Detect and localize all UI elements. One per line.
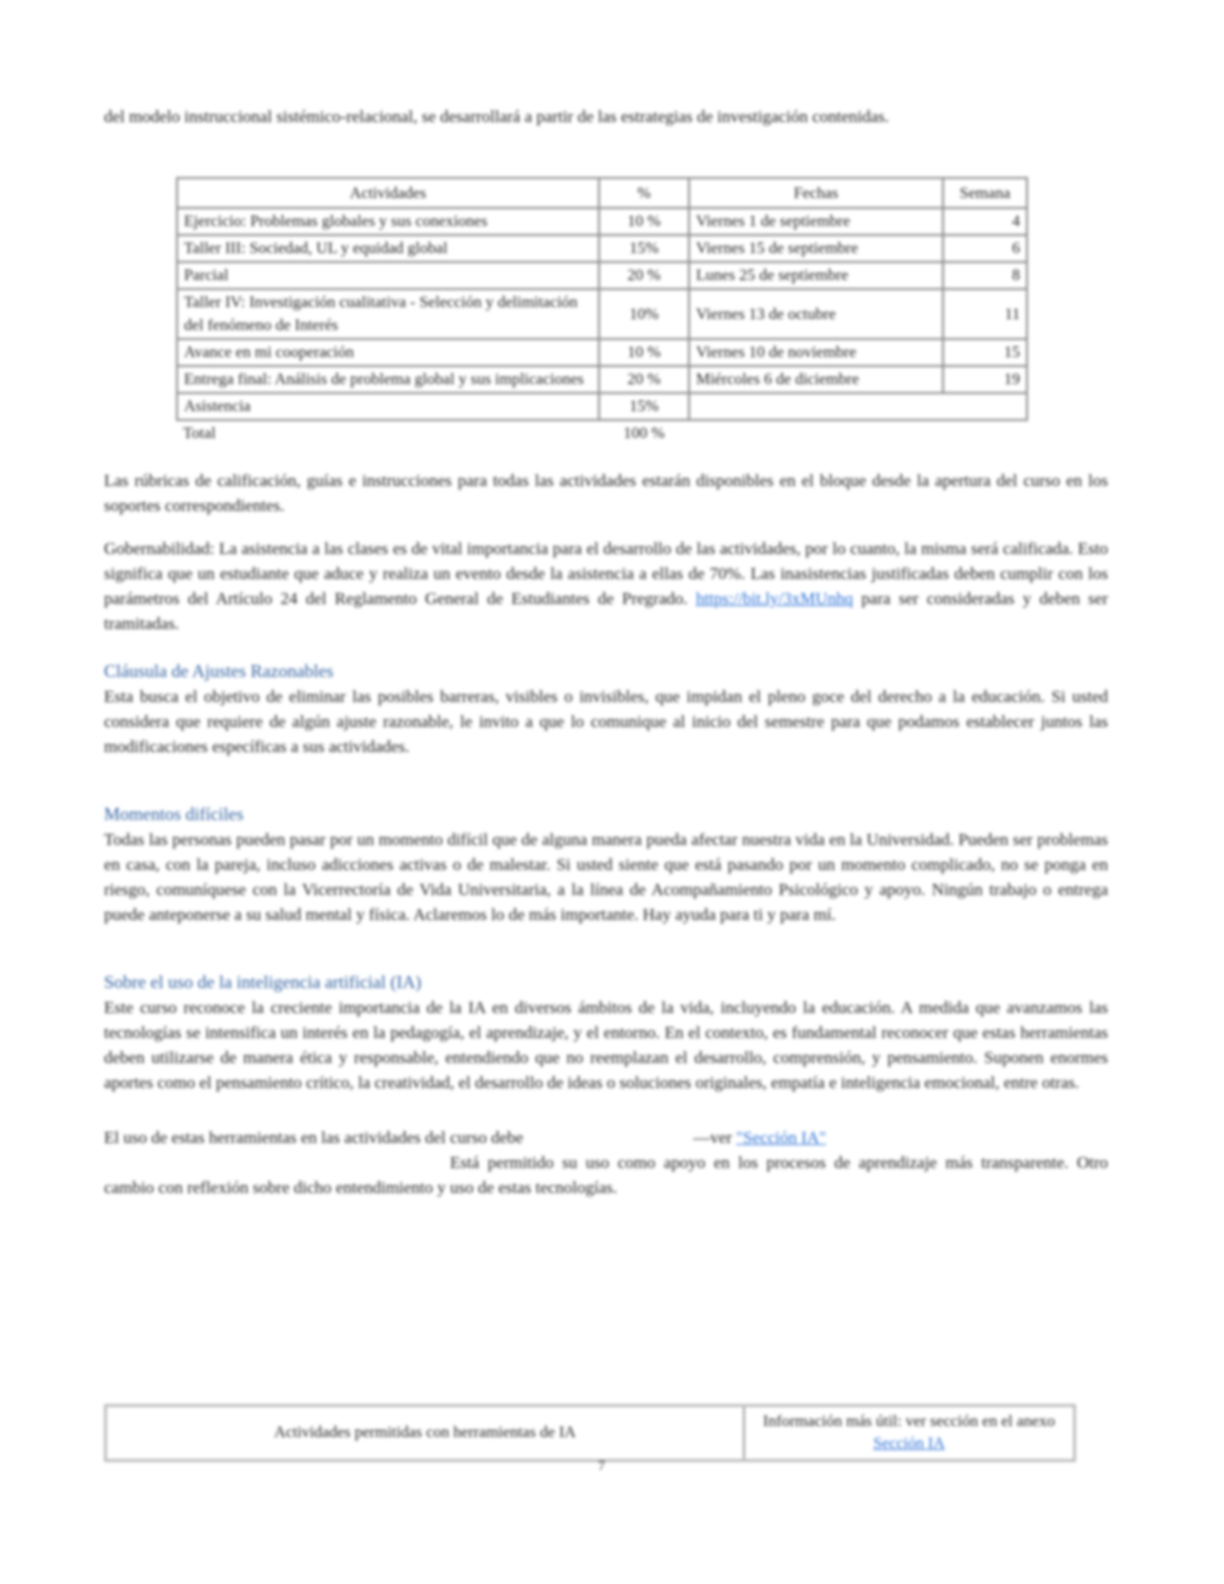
percent-cell: 20 % (599, 366, 689, 393)
heading-reasonable-adjustments: Cláusula de Ajustes Razonables (104, 661, 334, 681)
percent-cell: 10 % (599, 339, 689, 366)
activity-cell: Entrega final: Análisis de problema global y sus implicaciones (177, 366, 599, 393)
percent-cell: 20 % (599, 262, 689, 289)
activities-table (176, 177, 1028, 446)
ai-paragraph: Este curso reconoce la creciente importancia de la IA en diversos ámbitos de la vida, incluyendo la educación. A medida que avanzamos las tecnologías se intensifica un interés en la pedagogía, el aprendizaje, y el entorno. En el contexto, es fundamental reconocer que estas herramientas deben utilizarse de manera ética y responsable, entendiendo que no reemplazan el desarrollo, comprensión, y pensamiento. Suponen enormes aportes como el pensamiento crítico, la creatividad, el desarrollo de ideas o soluciones originales, empatía e inteligencia emocional, entre otras. (104, 998, 1108, 1092)
heading-ai-use: Sobre el uso de la inteligencia artificial (IA) (104, 972, 422, 992)
date-cell: Miércoles 6 de diciembre (689, 366, 943, 393)
header-week: Semana (943, 178, 1027, 208)
activity-cell: Taller III: Sociedad, UL y equidad global (177, 235, 599, 262)
week-cell: 4 (943, 208, 1027, 235)
adjustments-paragraph: Esta busca el objetivo de eliminar las posibles barreras, visibles o invisibles, que impidan el pleno goce del derecho a la educación. Si usted considera que requiere de algún ajuste razonable, le invito a que lo comunique al inicio del semestre para que podamos establecer juntos las modificaciones específicas a sus actividades. (104, 687, 1108, 756)
header-percent: % (599, 178, 689, 208)
total-value: 100 % (623, 425, 665, 442)
ai-activities-table (104, 1404, 1076, 1462)
date-cell: Viernes 1 de septiembre (689, 208, 943, 235)
date-cell: Viernes 10 de noviembre (689, 339, 943, 366)
date-cell: Viernes 13 de octubre (689, 289, 943, 339)
rubrics-paragraph: Las rúbricas de calificación, guías e instrucciones para todas las actividades estarán disponibles en el bloque desde la apertura del curso en los soportes correspondientes. (104, 471, 1108, 515)
header-dates: Fechas (689, 178, 943, 208)
week-cell: 19 (943, 366, 1027, 393)
ai-usage-start: El uso de estas herramientas en las actividades del curso debe (104, 1128, 524, 1147)
table-row (177, 393, 1027, 420)
attendance-paragraph (104, 536, 1108, 636)
activity-cell: Asistencia (177, 393, 599, 420)
activity-cell: Avance en mi cooperación (177, 339, 599, 366)
table-row (177, 235, 1027, 262)
ai-info-text: Información más útil: ver sección en el anexo (763, 1413, 1055, 1430)
ai-section-link[interactable]: "Sección IA" (736, 1128, 827, 1147)
table-row (177, 366, 1027, 393)
regulation-link[interactable]: https://bit.ly/3xMUnhq (695, 589, 854, 608)
table-header-row (177, 178, 1027, 208)
percent-cell: 10 % (599, 208, 689, 235)
ai-activities-label: Actividades permitidas con herramientas de IA (106, 1406, 745, 1461)
attendance-text: Gobernabilidad: La asistencia a las clases es de vital importancia para el desarrollo de las actividades, por lo cuanto, la misma será calificada. Esto significa que un estudiante que aduce y realiza un evento desde la asistencia a ellas de 70%. Las inasistencias justificadas deben cumplir con los parámetros del Artículo 24 del Reglamento General de Estudiantes de Pregrado. (104, 539, 1108, 608)
page-number: 7 (598, 1459, 605, 1474)
activity-cell: Taller IV: Investigación cualitativa - Selección y delimitación del fenómeno de Interés (177, 289, 599, 339)
difficult-moments-paragraph: Todas las personas pueden pasar por un momento difícil que de alguna manera pueda afectar nuestra vida en la Universidad. Pueden ser problemas en casa, con la pareja, incluso adicciones activas o de malestar. Si usted siente que está pasando por un momento complicado, no se ponga en riesgo, comuníquese con la Vicerrectoría de Vida Universitaria, a la línea de Acompañamiento Psicológico y apoyo. Ningún trabajo o entrega puede anteponerse a su salud mental y física. Aclaremos lo de más importante. Hay ayuda para ti y para mí. (104, 830, 1108, 924)
ai-usage-continuation: Está permitido su uso como apoyo en los procesos de aprendizaje más transparente. Otro cambio con reflexión sobre dicho entendimiento y uso de estas tecnologías. (104, 1153, 1108, 1197)
percent-cell: 15% (599, 235, 689, 262)
heading-difficult-moments: Momentos difíciles (104, 804, 244, 824)
week-cell: 6 (943, 235, 1027, 262)
week-cell: 8 (943, 262, 1027, 289)
activity-cell: Ejercicio: Problemas globales y sus conexiones (177, 208, 599, 235)
header-activities: Actividades (177, 178, 599, 208)
table-row (177, 339, 1027, 366)
percent-cell: 10% (599, 289, 689, 339)
ai-info-link[interactable]: Sección IA (873, 1435, 945, 1452)
activity-cell: Parcial (177, 262, 599, 289)
percent-cell: 15% (599, 393, 689, 420)
date-cell (689, 393, 1027, 420)
date-cell: Lunes 25 de septiembre (689, 262, 943, 289)
attendance-text-end: para ser consideradas y deben ser tramitadas. (104, 589, 1108, 633)
table-row (106, 1406, 1075, 1461)
table-total-row (177, 420, 1027, 446)
ai-info-cell (744, 1406, 1075, 1461)
week-cell: 15 (943, 339, 1027, 366)
ai-usage-paragraph (104, 1125, 1108, 1200)
ai-usage-mid: —ver (693, 1128, 732, 1147)
table-row (177, 262, 1027, 289)
total-label: Total (183, 425, 216, 442)
table-row (177, 208, 1027, 235)
week-cell: 11 (943, 289, 1027, 339)
intro-paragraph: del modelo instruccional sistémico-relacional, se desarrollará a partir de las estrategias de investigación contenidas. (104, 107, 890, 126)
date-cell: Viernes 15 de septiembre (689, 235, 943, 262)
table-row (177, 289, 1027, 339)
